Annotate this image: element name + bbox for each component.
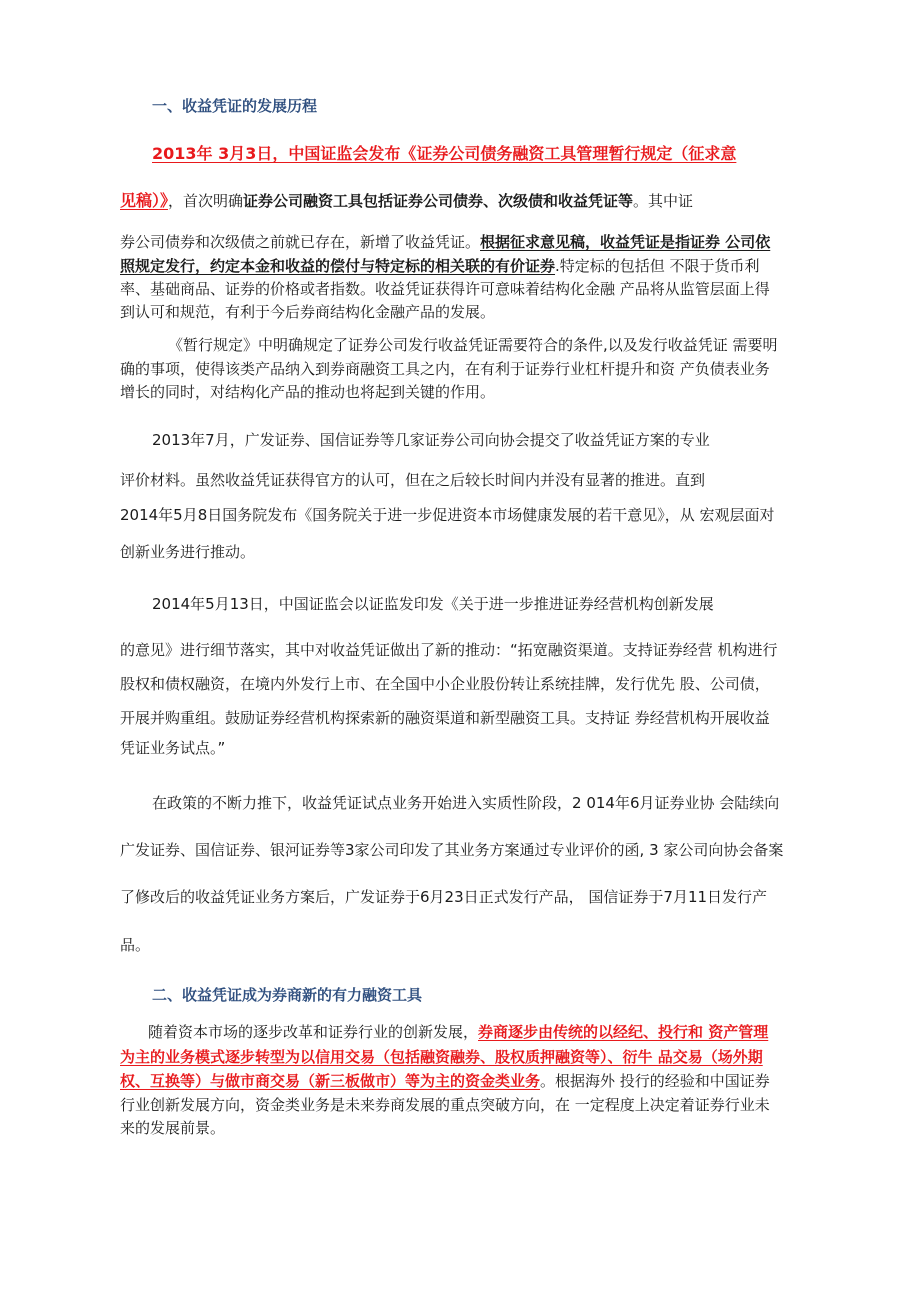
paragraph-line: 确的事项，使得该类产品纳入到券商融资工具之内，在有利于证券行业杠杆提升和资 产负债表业务 xyxy=(120,360,770,378)
section-2-heading: 二、收益凭证成为券商新的有力融资工具 xyxy=(152,986,423,1004)
paragraph-line: 创新业务进行推动。 xyxy=(120,543,256,561)
paragraph-line: 增长的同时，对结构化产品的推动也将起到关键的作用。 xyxy=(120,383,496,401)
business-transformation-highlight-cont: 为主的业务模式逐步转型为以信用交易（包括融资融券、股权质押融资等）、衍牛 品交易（场外期 xyxy=(120,1048,763,1066)
paragraph-line: 到认可和规范，有利于今后券商结构化金融产品的发展。 xyxy=(120,303,496,321)
business-transformation-highlight-end: 权、互换等）与做市商交易（新三板做市）等为主的资金类业务 xyxy=(120,1072,541,1090)
text-segment: 券公司债券和次级债之前就已存在，新增了收益凭证。 xyxy=(120,233,481,251)
paragraph-line: 2014年5月8日国务院发布《国务院关于进一步促进资本市场健康发展的若干意见》，从 宏观层面对 xyxy=(120,506,775,524)
paragraph-line xyxy=(120,191,693,211)
paragraph-line: 广发证券、国信证券、银河证券等3家公司印发了其业务方案通过专业评价的函, 3 家公司向协会备案 xyxy=(120,841,784,859)
paragraph-line: 的意见》进行细节落实，其中对收益凭证做出了新的推动：“拓宽融资渠道。支持证券经营 机构进行 xyxy=(120,641,778,659)
paragraph-line: 开展并购重组。鼓励证券经营机构探索新的融资渠道和新型融资工具。支持证 券经营机构开展收益 xyxy=(120,709,770,727)
paragraph-line: 率、基础商品、证券的价格或者指数。收益凭证获得许可意味着结构化金融 产品将从监管层面上得 xyxy=(120,280,770,298)
text-segment: 随着资本市场的逐步改革和证券行业的创新发展， xyxy=(148,1023,479,1041)
paragraph-line: 在政策的不断力推下，收益凭证试点业务开始进入实质性阶段，2 014年6月证券业协 会陆续向 xyxy=(152,794,780,812)
text-segment: 。根据海外 投行的经验和中国证券 xyxy=(540,1072,770,1090)
paragraph-line: 品。 xyxy=(120,936,151,954)
paragraph-line: 股权和债权融资，在境内外发行上市、在全国中小企业股份转让系统挂牌，发行优先 股、公司债， xyxy=(120,675,770,693)
paragraph-line: 《暂行规定》中明确规定了证券公司发行收益凭证需要符合的条件,以及发行收益凭证 需要明 xyxy=(168,336,778,354)
paragraph-line: 了修改后的收益凭证业务方案后，广发证券于6月23日正式发行产品， 国信证券于7月11日发行产 xyxy=(120,888,768,906)
paragraph-line xyxy=(148,1022,768,1042)
business-transformation-highlight: 券商逐步由传统的以经纪、投行和 资产管理 xyxy=(478,1023,769,1041)
paragraph-line xyxy=(120,1071,770,1091)
paragraph-line: 凭证业务试点。” xyxy=(120,739,226,757)
paragraph-line: 评价材料。虽然收益凭证获得官方的认可，但在之后较长时间内并没有显著的推进。直到 xyxy=(120,471,706,489)
section-1-heading: 一、收益凭证的发展历程 xyxy=(152,97,318,115)
paragraph-line: 2014年5月13日，中国证监会以证监发印发《关于进一步推进证券经营机构创新发展 xyxy=(152,595,714,613)
regulation-announcement: 2013年 3月3日，中国证监会发布《证券公司债务融资工具管理暂行规定（征求意 xyxy=(152,144,737,163)
paragraph-line: 来的发展前景。 xyxy=(120,1119,226,1137)
text-segment: ，首次明确 xyxy=(168,192,244,210)
income-certificate-definition-cont: 照规定发行，约定本金和收益的偿付与特定标的相关联的有价证券 xyxy=(120,257,556,275)
paragraph-line xyxy=(120,256,760,276)
paragraph-line: 行业创新发展方向，资金类业务是未来券商发展的重点突破方向，在 一定程度上决定着证券行业未 xyxy=(120,1096,770,1114)
text-segment: .特定标的包括但 不限于货币利 xyxy=(555,257,760,275)
financing-tools-definition: 证券公司融资工具包括证券公司债券、次级债和收益凭证等 xyxy=(243,192,634,210)
paragraph-line: 2013年7月，广发证券、国信证券等几家证券公司向协会提交了收益凭证方案的专业 xyxy=(152,431,710,449)
income-certificate-definition: 根据征求意见稿，收益凭证是指证券 公司依 xyxy=(480,233,771,251)
paragraph-line xyxy=(120,232,770,252)
regulation-title-end: 见稿）》 xyxy=(120,191,169,210)
text-segment: 。其中证 xyxy=(633,192,694,210)
